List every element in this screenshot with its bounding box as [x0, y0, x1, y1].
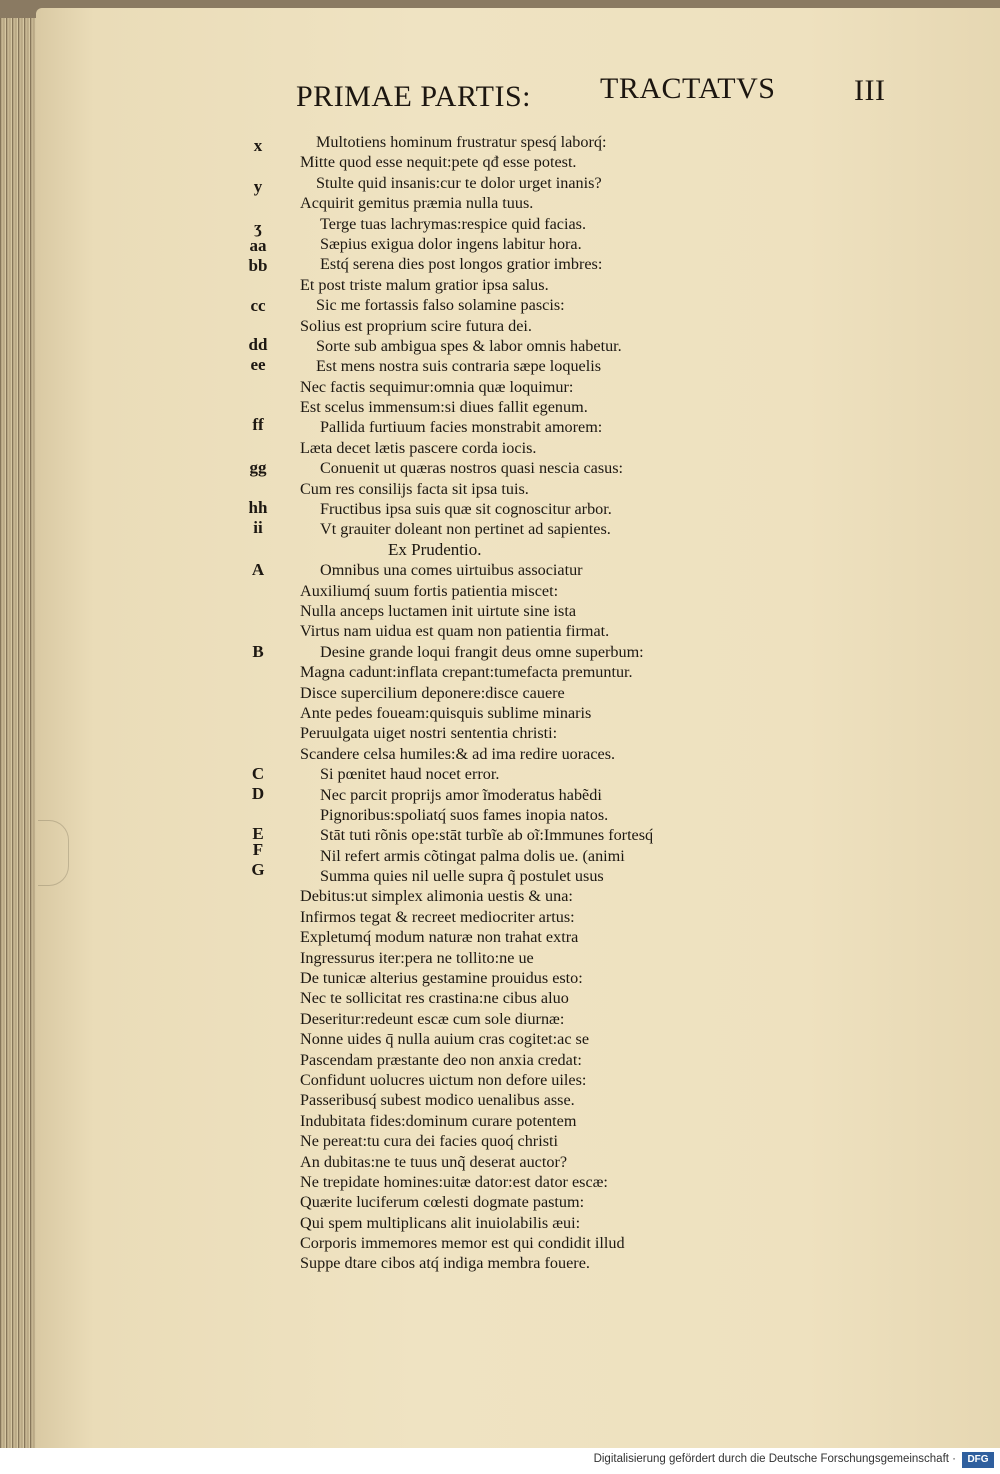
text-line: Suppe dtare cibos atq́ indiga membra fouere.	[300, 1254, 590, 1273]
text-line: Quærite luciferum cœlesti dogmate pastum:	[300, 1193, 585, 1212]
text-line: Disce supercilium deponere:disce cauere	[300, 683, 565, 702]
text-line: Nec factis sequimur:omnia quæ loquimur:	[300, 377, 574, 396]
text-line: Fructibus ipsa suis quæ sit cognoscitur arbor.	[320, 500, 612, 519]
text-line: An dubitas:ne te tuus unq̃ deserat auctor?	[300, 1152, 568, 1171]
margin-marker: cc	[250, 296, 266, 315]
text-line: Expletumq́ modum naturæ non trahat extra	[300, 928, 579, 947]
margin-marker: dd	[248, 335, 268, 354]
text-line: Deseritur:redeunt escæ cum sole diurnæ:	[300, 1009, 565, 1028]
text-line: Peruulgata uiget nostri sententia christi:	[300, 724, 558, 743]
text-line: Qui spem multiplicans alit inuiolabilis æui:	[300, 1213, 581, 1232]
tab-impression	[38, 820, 69, 886]
text-line: Pignoribus:spoliatq́ suos fames inopia natos.	[320, 805, 609, 824]
text-line: Corporis immemores memor est qui condidit illud	[300, 1234, 625, 1253]
margin-marker: A	[251, 560, 265, 579]
header-part: PRIMAE PARTIS:	[296, 80, 531, 113]
text-line: Ne pereat:tu cura dei facies quoq́ christi	[300, 1132, 558, 1151]
margin-marker: C	[251, 764, 265, 783]
text-line: Debitus:ut simplex alimonia uestis & una:	[300, 887, 573, 906]
header-tractatus: TRACTATVS	[600, 72, 776, 105]
text-line: Ingressurus iter:pera ne tollito:ne ue	[300, 948, 534, 967]
margin-marker: aa	[249, 236, 267, 255]
book-page-edges	[0, 18, 40, 1448]
margin-marker: hh	[248, 498, 268, 517]
text-line: Ne trepidate homines:uitæ dator:est dator escæ:	[300, 1172, 608, 1191]
text-line: Stulte quid insanis:cur te dolor urget inanis?	[316, 173, 602, 192]
text-line: Nec parcit proprijs amor ĩmoderatus habẽdi	[320, 785, 602, 804]
text-line: Magna cadunt:inflata crepant:tumefacta premuntur.	[300, 663, 633, 682]
text-line: Est mens nostra suis contraria sæpe loquelis	[316, 357, 602, 376]
verse-text	[300, 132, 760, 1274]
text-line: Conuenit ut quæras nostros quasi nescia casus:	[320, 459, 624, 478]
text-line: Sic me fortassis falso solamine pascis:	[316, 296, 565, 315]
margin-marker: ii	[253, 518, 263, 537]
text-line: Cum res consilijs facta sit ipsa tuis.	[300, 479, 529, 498]
text-line: Solius est proprium scire futura dei.	[300, 316, 532, 335]
dfg-logo-icon: DFG	[962, 1452, 994, 1468]
text-line: Et post triste malum gratior ipsa salus.	[300, 275, 549, 294]
text-line: Summa quies nil uelle supra q̃ postulet usus	[320, 867, 604, 886]
text-line: Ante pedes foueam:quisquis sublime minaris	[300, 703, 592, 722]
text-line: Desine grande loqui frangit deus omne superbum:	[320, 642, 644, 661]
text-line: Auxiliumq́ suum fortis patientia miscet:	[300, 581, 559, 600]
section-heading: Ex Prudentio.	[388, 539, 482, 559]
margin-marker: D	[251, 784, 265, 803]
text-line: Vt grauiter doleant non pertinet ad sapientes.	[320, 520, 611, 539]
header-number: III	[854, 74, 886, 107]
text-line: Nil refert armis cõtingat palma dolis ue. (animi	[320, 846, 625, 865]
text-line: Nonne uides q̄ nulla auium cras cogitet:ac se	[300, 1030, 590, 1049]
text-line: Scandere celsa humiles:& ad ima redire uoraces.	[300, 744, 616, 763]
margin-marker: bb	[248, 256, 268, 275]
text-line: Terge tuas lachrymas:respice quid facias.	[320, 214, 587, 233]
text-line: Læta decet lætis pascere corda iocis.	[300, 438, 537, 457]
margin-marker: gg	[249, 458, 267, 477]
margin-marker: ee	[250, 355, 266, 374]
text-line: Si pœnitet haud nocet error.	[320, 765, 500, 784]
text-line: Pallida furtiuum facies monstrabit amorem:	[320, 418, 603, 437]
text-line: Nec te sollicitat res crastina:ne cibus aluo	[300, 989, 569, 1008]
text-line: Nulla anceps luctamen init uirtute sine ista	[300, 601, 577, 620]
margin-marker: E	[252, 824, 264, 843]
margin-marker: G	[251, 860, 265, 879]
margin-marker: F	[252, 840, 264, 859]
text-line: Sorte sub ambigua spes & labor omnis habetur.	[316, 336, 622, 355]
text-line: Multotiens hominum frustratur spesq́ laborq́:	[316, 133, 607, 151]
text-line: Virtus nam uidua est quam non patientia firmat.	[300, 622, 610, 641]
margin-marker: B	[252, 642, 264, 661]
text-line: Pascendam præstante deo non anxia credat:	[300, 1050, 582, 1069]
text-line: Est scelus immensum:si diues fallit egenum.	[300, 398, 588, 417]
margin-marker: x	[253, 136, 263, 155]
text-line: De tunicæ alterius gestamine prouidus esto:	[300, 969, 583, 988]
text-line: Mitte quod esse nequit:pete qđ esse potest.	[300, 153, 577, 172]
margin-marker: y	[253, 177, 263, 196]
footer-credit: Digitalisierung gefördert durch die Deutsche Forschungsgemeinschaft ·	[593, 1453, 956, 1465]
text-line: Passeribusq́ subest modico uenalibus asse.	[300, 1091, 575, 1110]
text-line: Omnibus una comes uirtuibus associatur	[320, 561, 583, 580]
text-line: Infirmos tegat & recreet mediocriter artus:	[300, 907, 575, 926]
text-line: Stāt tuti rõnis ope:stāt turbĩe ab oĩ:Immunes fortesq́	[320, 826, 654, 845]
text-line: Estq́ serena dies post longos gratior imbres:	[320, 255, 603, 274]
text-line: Indubitata fides:dominum curare potentem	[300, 1111, 577, 1130]
text-line: Confidunt uolucres uictum non defore uiles:	[300, 1070, 587, 1089]
footer-bar	[0, 1448, 1000, 1474]
text-line: Acquirit gemitus præmia nulla tuus.	[300, 194, 534, 213]
margin-marker: ʒ	[254, 218, 262, 237]
margin-marker: ff	[252, 415, 264, 434]
text-line: Sæpius exigua dolor ingens labitur hora.	[320, 234, 582, 253]
